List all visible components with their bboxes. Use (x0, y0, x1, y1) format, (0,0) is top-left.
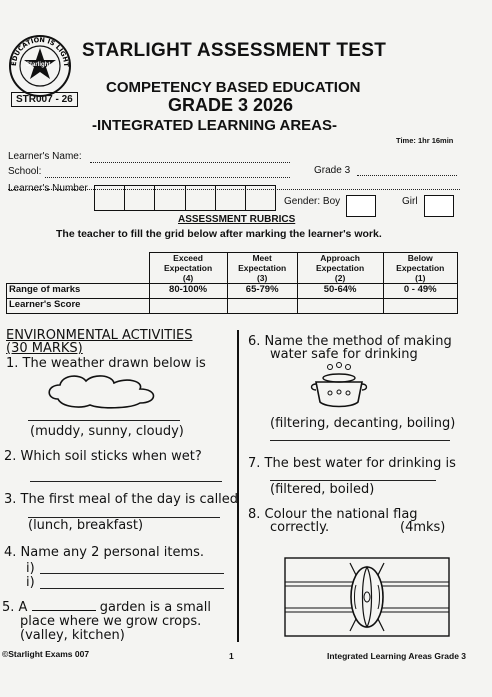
answer-line-2[interactable] (30, 481, 222, 482)
learner-number-boxes[interactable] (94, 185, 276, 211)
question-6-options: (filtering, decanting, boiling) (270, 416, 456, 431)
kenya-flag-outline[interactable] (284, 557, 450, 642)
rubric-range-label: Range of marks (7, 284, 150, 299)
rubric-level-4: Exceed Expectation (4) (149, 253, 227, 284)
footer-left: ©Starlight Exams 007 (2, 649, 90, 659)
question-6: 6. Name the method of making water safe for drinking (248, 334, 452, 362)
answer-line-1[interactable] (28, 420, 180, 421)
question-2: 2. Which soil sticks when wet? (4, 449, 202, 464)
logo-center-text: Starlight (26, 62, 51, 68)
question-4-item-1: i) (26, 561, 35, 576)
rubric-title: ASSESSMENT RUBRICS (178, 214, 296, 225)
grade-heading: GRADE 3 2026 (168, 95, 294, 115)
cloud-icon (40, 371, 170, 414)
page-number: 1 (229, 651, 234, 661)
document-code: STR007 - 26 (11, 92, 78, 107)
learning-area: -INTEGRATED LEARNING AREAS- (92, 117, 337, 134)
time-allowed: Time: 1hr 16min (396, 136, 454, 145)
cooking-pot-icon (308, 362, 370, 415)
answer-line-4b[interactable] (40, 588, 224, 589)
girl-label: Girl (402, 196, 418, 207)
school-input[interactable] (45, 177, 290, 178)
rubric-instruction: The teacher to fill the grid below after marking the learner's work. (56, 228, 382, 240)
question-3-options: (lunch, breakfast) (28, 518, 144, 533)
grade-label: Grade 3 (314, 165, 351, 176)
question-8: 8. Colour the national flag correctly. (4mks) (248, 507, 446, 535)
question-4-item-2: i) (26, 575, 35, 590)
rubric-level-2: Approach Expectation (2) (297, 253, 383, 284)
answer-line-7[interactable] (270, 480, 436, 481)
gender-label: Gender: Boy (284, 196, 341, 207)
learner-name-input[interactable] (90, 162, 290, 163)
question-5: 5. A garden is a small place where we grow crops. (valley, kitchen) (2, 600, 211, 643)
question-3: 3. The first meal of the day is called (4, 492, 239, 507)
section-title: ENVIRONMENTAL ACTIVITIES (30 MARKS) (6, 328, 193, 356)
question-1: 1. The weather drawn below is (6, 356, 206, 371)
rubric-table: Exceed Expectation (4) Meet Expectation (3) Approach Expectation (2) Below Expectation (1) Range of marks 80-100% 65-79% 50-64% 0 - 49% Learner's Score (6, 252, 458, 314)
logo-ring-text: EDUCATION IS LIGHT (9, 35, 71, 68)
girl-checkbox[interactable] (424, 195, 454, 217)
subtitle: COMPETENCY BASED EDUCATION (106, 79, 361, 96)
question-7: 7. The best water for drinking is (248, 456, 456, 471)
school-logo (8, 34, 72, 98)
question-7-options: (filtered, boiled) (270, 482, 375, 497)
learner-number-label: Learner's Number (8, 183, 88, 194)
column-divider (237, 330, 239, 642)
rubric-level-1: Below Expectation (1) (383, 253, 457, 284)
page-title: STARLIGHT ASSESSMENT TEST (82, 40, 387, 61)
question-4: 4. Name any 2 personal items. (4, 545, 205, 560)
rubric-score-label: Learner's Score (7, 299, 150, 314)
learner-name-label: Learner's Name: (8, 151, 82, 162)
question-1-options: (muddy, sunny, cloudy) (30, 424, 184, 439)
footer-right: Integrated Learning Areas Grade 3 (327, 651, 467, 661)
school-label: School: (8, 166, 42, 177)
rubric-level-3: Meet Expectation (3) (227, 253, 297, 284)
boy-checkbox[interactable] (346, 195, 376, 217)
answer-line-4a[interactable] (40, 573, 224, 574)
grade-input[interactable] (357, 175, 457, 176)
answer-line-6[interactable] (270, 440, 450, 441)
